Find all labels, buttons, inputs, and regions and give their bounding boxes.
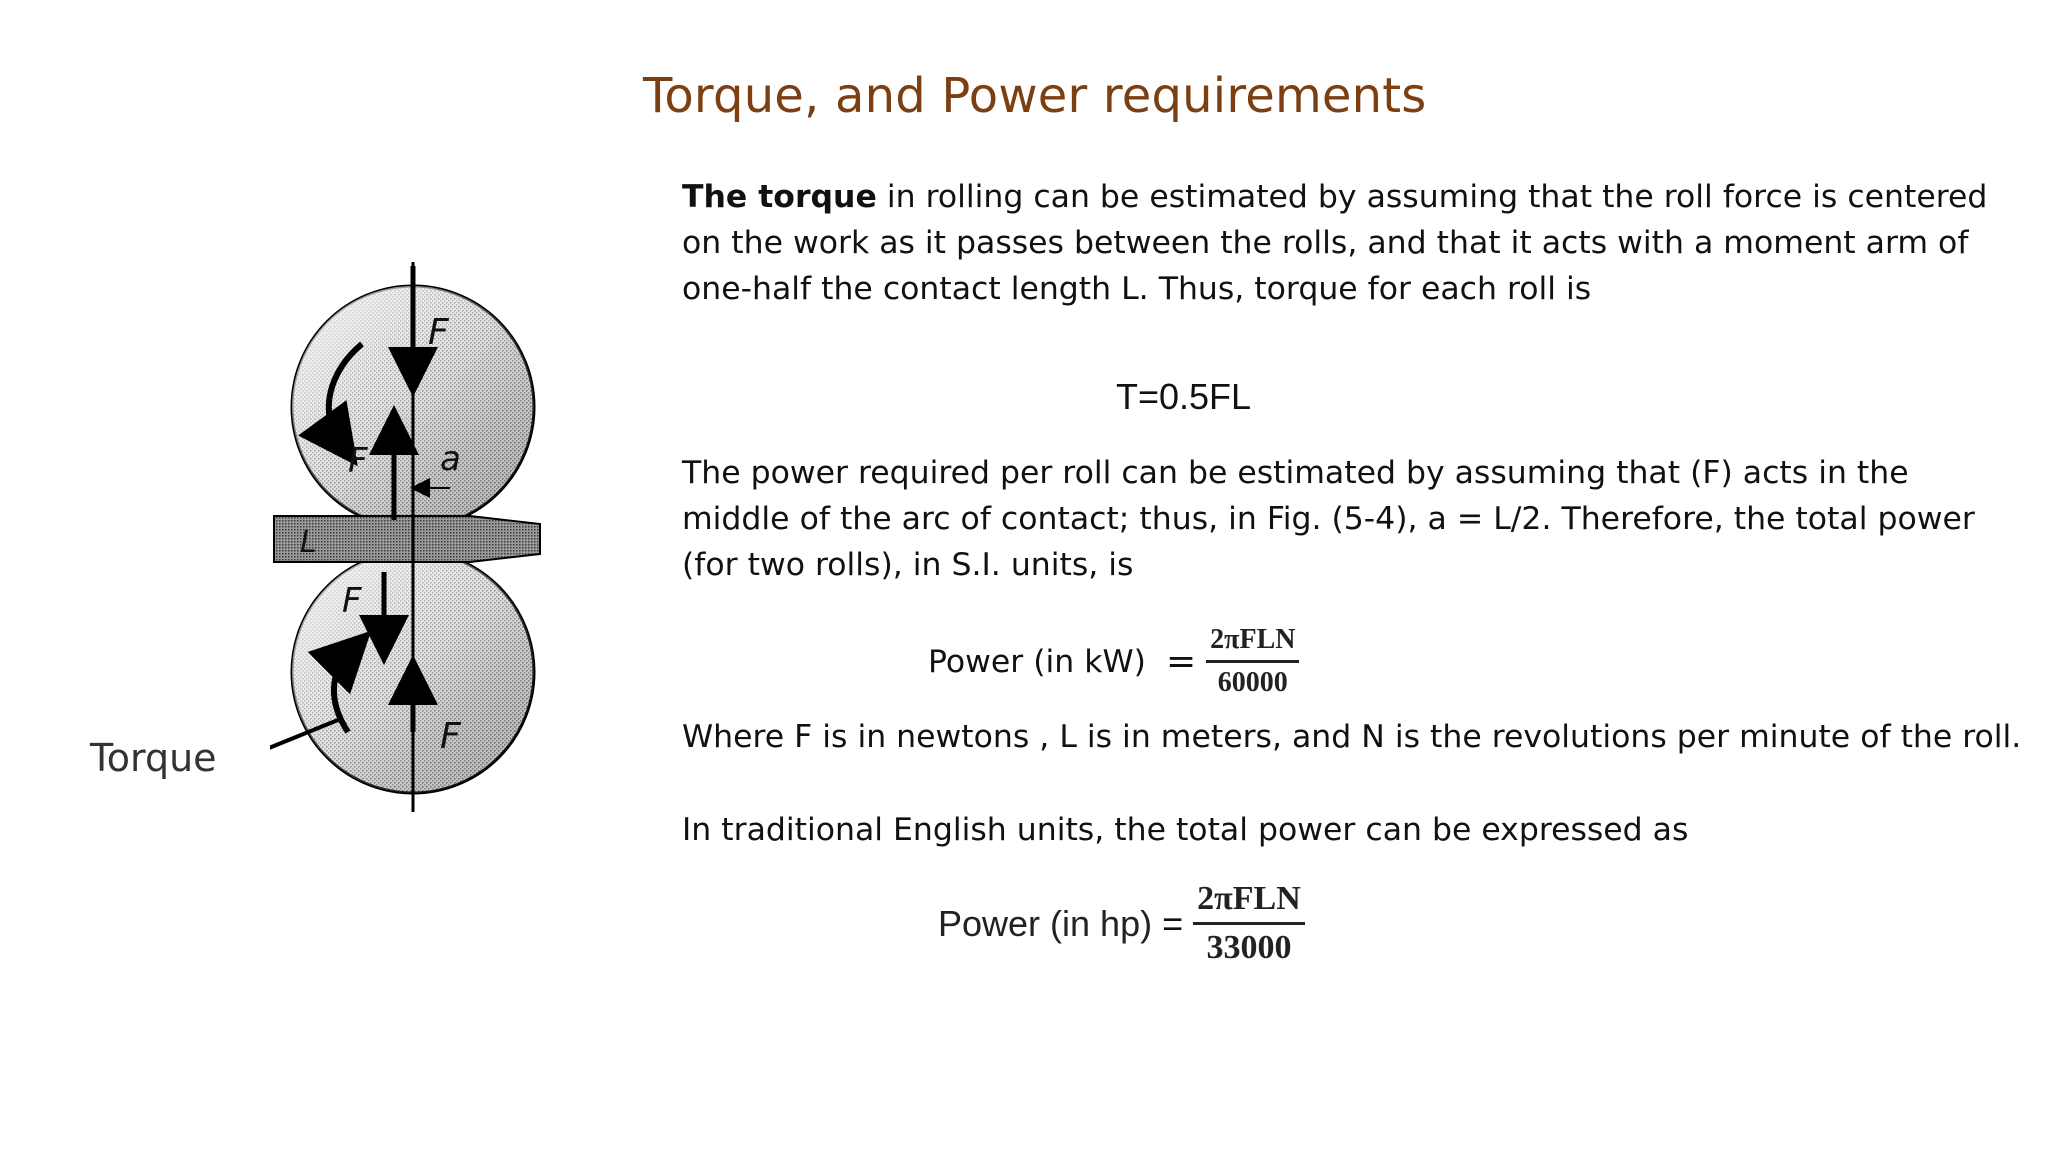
label-a: a (440, 439, 461, 479)
power-hp-denominator: 33000 (1206, 929, 1292, 966)
torque-equation: T=0.5FL (1116, 376, 1252, 417)
power-kw-label: Power (in kW) (928, 643, 1146, 680)
label-f-mid: F (348, 441, 368, 481)
label-f-top: F (428, 312, 449, 353)
power-hp-numerator: 2πFLN (1197, 880, 1301, 917)
power-kw-numerator: 2πFLN (1210, 624, 1296, 655)
torque-paragraph (682, 174, 2022, 312)
torque-figure-label: Torque (90, 736, 217, 780)
units-paragraph: Where F is in newtons , L is in meters, and N is the revolutions per minute of the roll. (682, 719, 2022, 755)
label-l: L (300, 525, 317, 560)
power-hp-label: Power (in hp) (938, 902, 1153, 944)
power-hp-fraction (1193, 880, 1305, 967)
label-f-bottom: F (440, 716, 461, 757)
power-paragraph: The power required per roll can be estimated by assuming that (F) acts in the middle of the arc of contact; thus, in Fig. (5-4), a = L/2. Therefore, the total power (for two rolls), in S.I. units, is (682, 455, 1975, 583)
power-kw-fraction (1206, 624, 1299, 699)
power-hp-equation (938, 880, 1305, 967)
rolling-rolls-figure (270, 262, 550, 812)
english-units-paragraph: In traditional English units, the total power can be expressed as (682, 812, 1689, 848)
slide-title: Torque, and Power requirements (643, 68, 1427, 124)
power-kw-equals: = (1165, 641, 1197, 682)
power-kw-denominator: 60000 (1217, 667, 1288, 698)
power-kw-equation (928, 624, 1299, 699)
torque-paragraph-text: in rolling can be estimated by assuming that the roll force is centered on the work as it passes between the rolls, and that it acts with a moment arm of one-half the contact length L. Thus, torque for each roll is (682, 179, 1988, 307)
label-f-lower: F (342, 581, 362, 621)
torque-bold-lead: The torque (682, 179, 877, 215)
power-hp-equals: = (1162, 902, 1184, 944)
